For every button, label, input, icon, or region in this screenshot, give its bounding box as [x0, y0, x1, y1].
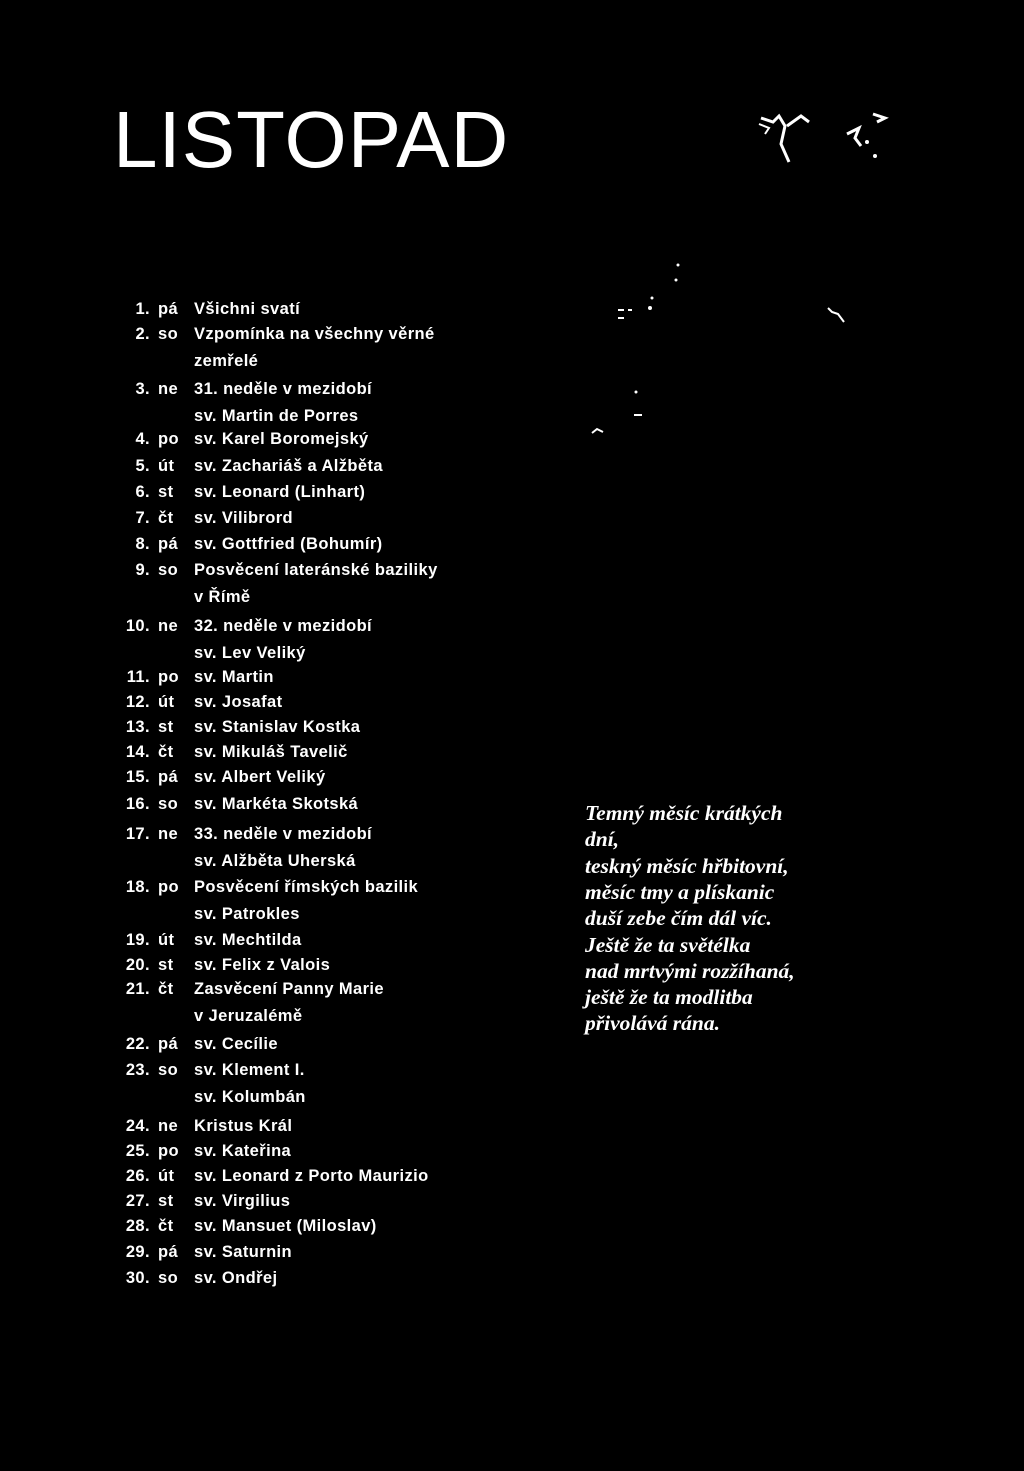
feast-name: sv. Vilibrord — [194, 509, 294, 527]
weekday: so — [158, 795, 179, 813]
weekday: út — [158, 1167, 175, 1185]
feast-name: 31. neděle v mezidobí — [194, 380, 373, 398]
weekday: út — [158, 931, 175, 949]
weekday: st — [158, 1192, 174, 1210]
weekday: pá — [158, 535, 179, 553]
weekday: út — [158, 457, 175, 475]
day-number: 4. — [135, 430, 150, 448]
feast-name-continued: sv. Lev Veliký — [194, 644, 306, 662]
feast-name-continued: sv. Martin de Porres — [194, 407, 359, 425]
day-number: 12. — [125, 693, 150, 711]
feast-name-continued: sv. Alžběta Uherská — [194, 852, 356, 870]
day-number: 28. — [125, 1217, 150, 1235]
poem-line: ještě že ta modlitba — [585, 985, 753, 1010]
feast-name: 32. neděle v mezidobí — [194, 617, 373, 635]
poem-line: Ještě že ta světélka — [585, 932, 751, 957]
weekday: čt — [158, 743, 174, 761]
weekday: pá — [158, 768, 179, 786]
day-number: 27. — [125, 1192, 150, 1210]
feast-name-continued: sv. Kolumbán — [194, 1088, 306, 1106]
feast-name: sv. Cecílie — [194, 1035, 278, 1053]
day-number: 24. — [125, 1117, 150, 1135]
day-number: 1. — [135, 300, 150, 318]
feast-name: sv. Klement I. — [194, 1061, 305, 1079]
feast-name: sv. Karel Boromejský — [194, 430, 369, 448]
poem-line: měsíc tmy a plískanic — [585, 879, 775, 904]
weekday: ne — [158, 1117, 179, 1135]
day-number: 2. — [135, 325, 150, 343]
feast-name: sv. Leonard z Porto Maurizio — [194, 1167, 429, 1185]
feast-name-continued: v Římě — [194, 588, 251, 606]
poem-line: dní, — [585, 827, 620, 852]
day-number: 10. — [125, 617, 150, 635]
feast-name: Kristus Král — [194, 1117, 293, 1135]
feast-name: Posvěcení lateránské baziliky — [194, 561, 438, 579]
weekday: pá — [158, 1035, 179, 1053]
weekday: po — [158, 878, 179, 896]
feast-name: sv. Felix z Valois — [194, 956, 331, 974]
day-number: 26. — [125, 1167, 150, 1185]
day-number: 14. — [125, 743, 150, 761]
feast-name: Všichni svatí — [194, 300, 301, 318]
weekday: pá — [158, 1243, 179, 1261]
bird-illustration — [755, 108, 895, 168]
poem-line: Temný měsíc krátkých — [585, 801, 783, 825]
decorative-specks — [580, 260, 870, 450]
day-number: 8. — [135, 535, 150, 553]
feast-name: sv. Gottfried (Bohumír) — [194, 535, 383, 553]
feast-name: sv. Ondřej — [194, 1269, 278, 1287]
poem-line: duší zebe čím dál víc. — [585, 906, 772, 931]
day-number: 17. — [125, 825, 150, 843]
weekday: čt — [158, 509, 174, 527]
day-number: 29. — [125, 1243, 150, 1261]
day-number: 25. — [125, 1142, 150, 1160]
feast-name: sv. Markéta Skotská — [194, 795, 359, 813]
feast-name: sv. Mansuet (Miloslav) — [194, 1217, 377, 1235]
feast-name: sv. Josafat — [194, 693, 283, 711]
day-number: 7. — [135, 509, 150, 527]
weekday: so — [158, 561, 179, 579]
feast-name: sv. Albert Veliký — [194, 768, 326, 786]
day-number: 19. — [125, 931, 150, 949]
day-number: 3. — [135, 380, 150, 398]
feast-name: sv. Zachariáš a Alžběta — [194, 457, 383, 475]
feast-name: sv. Mikuláš Tavelič — [194, 743, 348, 761]
feast-name: sv. Martin — [194, 668, 274, 686]
day-number: 11. — [126, 668, 150, 686]
weekday: ne — [158, 825, 179, 843]
weekday: so — [158, 325, 179, 343]
day-number: 23. — [125, 1061, 150, 1079]
weekday: po — [158, 668, 179, 686]
day-number: 22. — [125, 1035, 150, 1053]
weekday: so — [158, 1269, 179, 1287]
day-number: 15. — [125, 768, 150, 786]
day-number: 20. — [125, 956, 150, 974]
feast-name: Vzpomínka na všechny věrné — [194, 325, 435, 343]
weekday: út — [158, 693, 175, 711]
feast-name: sv. Saturnin — [194, 1243, 293, 1261]
day-number: 18. — [125, 878, 150, 896]
page-title: LISTOPAD — [113, 95, 510, 184]
weekday: st — [158, 483, 174, 501]
poem-line: teskný měsíc hřbitovní, — [585, 853, 789, 878]
weekday: so — [158, 1061, 179, 1079]
feast-name: sv. Mechtilda — [194, 931, 302, 949]
weekday: čt — [158, 1217, 174, 1235]
feast-name: sv. Stanislav Kostka — [194, 718, 361, 736]
day-number: 9. — [135, 561, 150, 579]
poem-line: nad mrtvými rozžíhaná, — [585, 958, 795, 983]
weekday: po — [158, 430, 179, 448]
weekday: po — [158, 1142, 179, 1160]
weekday: čt — [158, 980, 174, 998]
weekday: st — [158, 956, 174, 974]
feast-name: Posvěcení římských bazilik — [194, 878, 419, 896]
weekday: ne — [158, 617, 179, 635]
day-number: 30. — [125, 1269, 150, 1287]
feast-name-continued: v Jeruzalémě — [194, 1007, 303, 1025]
day-number: 13. — [125, 718, 150, 736]
poem-line: přivolává rána. — [585, 1011, 720, 1036]
day-number: 21. — [125, 980, 150, 998]
weekday: st — [158, 718, 174, 736]
feast-name: sv. Virgilius — [194, 1192, 291, 1210]
feast-name: sv. Kateřina — [194, 1142, 292, 1160]
feast-name: sv. Leonard (Linhart) — [194, 483, 366, 501]
day-number: 16. — [125, 795, 150, 813]
feast-name-continued: sv. Patrokles — [194, 905, 300, 923]
feast-name: 33. neděle v mezidobí — [194, 825, 373, 843]
feast-name-continued: zemřelé — [194, 352, 259, 370]
feast-name: Zasvěcení Panny Marie — [194, 980, 384, 998]
day-number: 5. — [135, 457, 150, 475]
day-number: 6. — [135, 483, 150, 501]
weekday: pá — [158, 300, 179, 318]
weekday: ne — [158, 380, 179, 398]
